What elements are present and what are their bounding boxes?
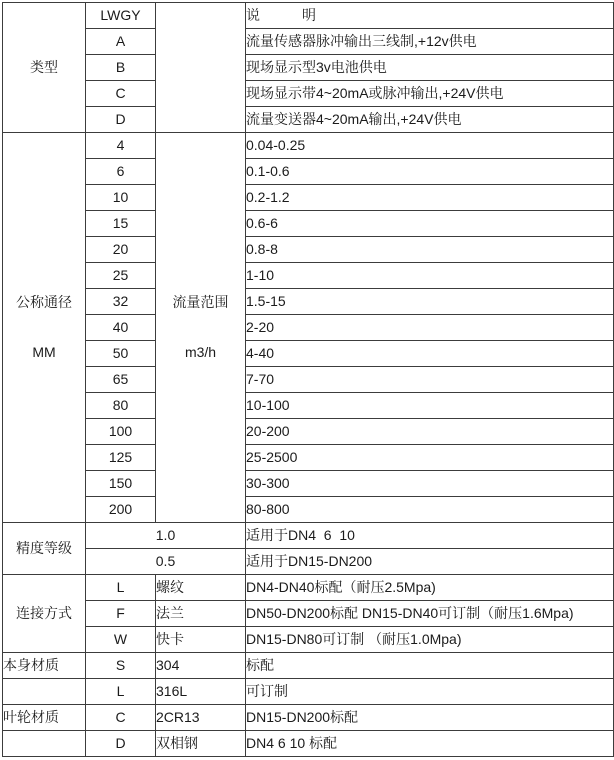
body-material-name-cell: 304 [156, 653, 246, 679]
type-desc-cell: 现场显示带4~20mA或脉冲输出,+24V供电 [246, 81, 614, 107]
table-row [3, 315, 614, 341]
type-code-cell: A [86, 29, 156, 55]
table-row [3, 393, 614, 419]
dn-cell: 32 [86, 289, 156, 315]
impeller-material-code-cell: C [86, 705, 156, 731]
range-cell: 0.2-1.2 [246, 185, 614, 211]
dn-cell: 20 [86, 237, 156, 263]
dn-cell: 80 [86, 393, 156, 419]
table-row [3, 159, 614, 185]
range-cell: 20-200 [246, 419, 614, 445]
table-row [3, 185, 614, 211]
body-material-code-cell: L [86, 679, 156, 705]
connection-code-cell: F [86, 601, 156, 627]
table-row [3, 55, 614, 81]
table-row [3, 341, 614, 367]
connection-name-cell: 螺纹 [156, 575, 246, 601]
type-desc-cell: 现场显示型3v电池供电 [246, 55, 614, 81]
table-row [3, 107, 614, 133]
flow-range-label-line1: 流量范围 [172, 293, 229, 310]
connection-desc-cell: DN15-DN80可订制 （耐压1.0Mpa) [246, 627, 614, 653]
impeller-material-desc-cell: DN15-DN200标配 [246, 705, 614, 731]
empty-label-cell [3, 731, 86, 757]
type-desc-cell: 流量传感器脉冲输出三线制,+12v供电 [246, 29, 614, 55]
accuracy-value-cell: 1.0 [86, 523, 246, 549]
accuracy-desc-cell: 适用于DN15-DN200 [246, 549, 614, 575]
accuracy-section-label: 精度等级 [3, 523, 86, 575]
connection-desc-cell: DN50-DN200标配 DN15-DN40可订制（耐压1.6Mpa) [246, 601, 614, 627]
range-cell: 7-70 [246, 367, 614, 393]
type-spacer-cell [156, 3, 246, 133]
range-cell: 0.6-6 [246, 211, 614, 237]
type-code-cell: B [86, 55, 156, 81]
range-cell: 2-20 [246, 315, 614, 341]
table-row [3, 419, 614, 445]
flow-range-label-cell [156, 133, 246, 523]
table-row-header [3, 3, 614, 29]
body-material-desc-cell: 标配 [246, 653, 614, 679]
accuracy-value-cell: 0.5 [86, 549, 246, 575]
table-row [3, 211, 614, 237]
spec-table [2, 2, 614, 757]
type-desc-cell: 流量变送器4~20mA输出,+24V供电 [246, 107, 614, 133]
type-section-label: 类型 [3, 3, 86, 133]
table-row [3, 731, 614, 757]
table-row [3, 367, 614, 393]
dn-cell: 25 [86, 263, 156, 289]
range-cell: 4-40 [246, 341, 614, 367]
range-cell: 10-100 [246, 393, 614, 419]
dn-cell: 15 [86, 211, 156, 237]
body-material-desc-cell: 可订制 [246, 679, 614, 705]
impeller-material-name-cell: 双相钢 [156, 731, 246, 757]
table-row [3, 705, 614, 731]
range-cell: 25-2500 [246, 445, 614, 471]
connection-desc-cell: DN4-DN40标配（耐压2.5Mpa) [246, 575, 614, 601]
range-cell: 1.5-15 [246, 289, 614, 315]
dn-cell: 6 [86, 159, 156, 185]
body-material-section-label: 本身材质 [3, 653, 86, 679]
table-row [3, 471, 614, 497]
dn-cell: 200 [86, 497, 156, 523]
dn-cell: 125 [86, 445, 156, 471]
dn-cell: 65 [86, 367, 156, 393]
connection-name-cell: 快卡 [156, 627, 246, 653]
dn-cell: 150 [86, 471, 156, 497]
table-row [3, 289, 614, 315]
dn-cell: 40 [86, 315, 156, 341]
table-row [3, 575, 614, 601]
range-cell: 80-800 [246, 497, 614, 523]
dn-cell: 100 [86, 419, 156, 445]
table-row [3, 653, 614, 679]
table-row [3, 679, 614, 705]
diameter-section-label [3, 133, 86, 523]
range-cell: 1-10 [246, 263, 614, 289]
code-header-cell: LWGY [86, 3, 156, 29]
table-row [3, 81, 614, 107]
dn-cell: 4 [86, 133, 156, 159]
table-row [3, 29, 614, 55]
dn-cell: 50 [86, 341, 156, 367]
table-row [3, 627, 614, 653]
impeller-material-section-label: 叶轮材质 [3, 705, 86, 731]
diameter-label-line1: 公称通径 [16, 293, 72, 310]
range-cell: 0.8-8 [246, 237, 614, 263]
table-row [3, 497, 614, 523]
flow-range-label-line2: m3/h [184, 344, 217, 361]
table-row [3, 263, 614, 289]
type-code-cell: C [86, 81, 156, 107]
impeller-material-code-cell: D [86, 731, 156, 757]
desc-header-cell: 说 明 [246, 3, 614, 29]
connection-code-cell: W [86, 627, 156, 653]
body-material-name-cell: 316L [156, 679, 246, 705]
range-cell: 30-300 [246, 471, 614, 497]
range-cell: 0.1-0.6 [246, 159, 614, 185]
table-row [3, 601, 614, 627]
connection-name-cell: 法兰 [156, 601, 246, 627]
dn-cell: 10 [86, 185, 156, 211]
empty-label-cell [3, 679, 86, 705]
table-row [3, 445, 614, 471]
table-row [3, 237, 614, 263]
table-row [3, 133, 614, 159]
impeller-material-desc-cell: DN4 6 10 标配 [246, 731, 614, 757]
type-code-cell: D [86, 107, 156, 133]
table-row [3, 523, 614, 549]
impeller-material-name-cell: 2CR13 [156, 705, 246, 731]
table-row [3, 549, 614, 575]
diameter-label-line2: MM [32, 344, 56, 361]
connection-code-cell: L [86, 575, 156, 601]
range-cell: 0.04-0.25 [246, 133, 614, 159]
accuracy-desc-cell: 适用于DN4 6 10 [246, 523, 614, 549]
body-material-code-cell: S [86, 653, 156, 679]
connection-section-label: 连接方式 [3, 575, 86, 653]
